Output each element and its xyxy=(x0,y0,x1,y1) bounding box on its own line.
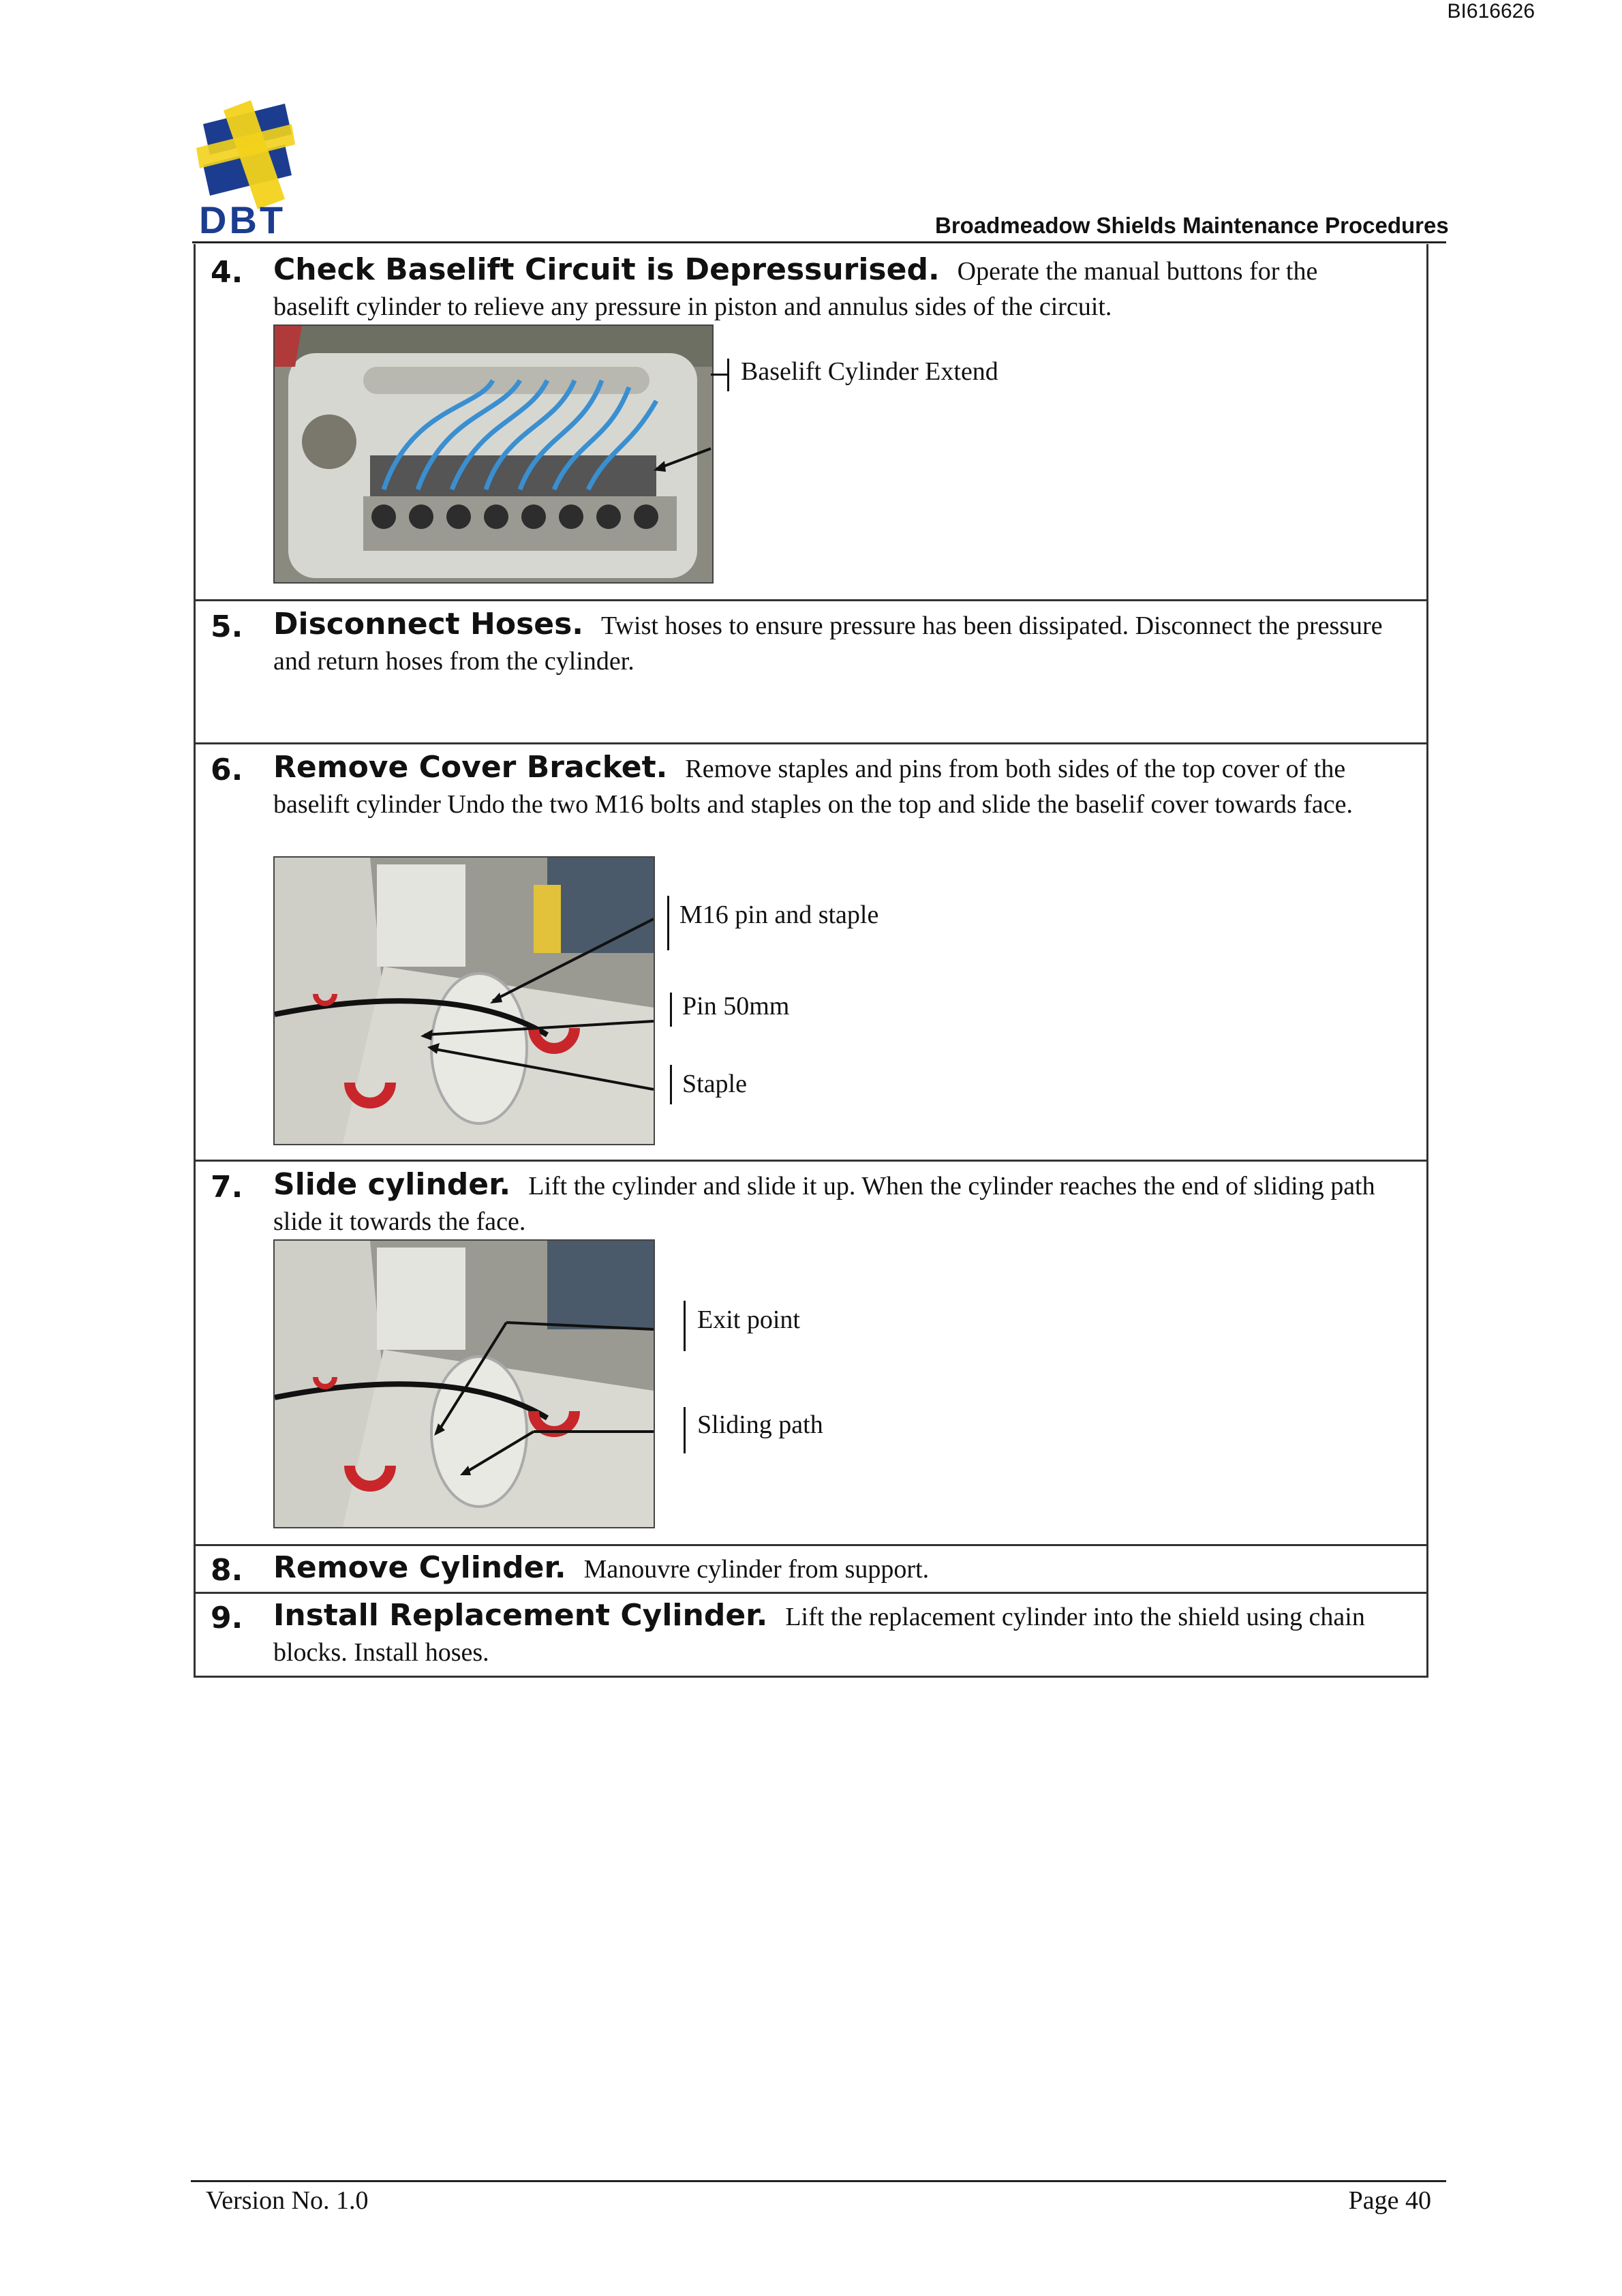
valve-bank-photo xyxy=(273,324,714,584)
callout-leader xyxy=(711,374,729,376)
step-heading: Disconnect Hoses. xyxy=(273,607,584,641)
step-row xyxy=(196,244,1426,601)
callout-label: Sliding path xyxy=(697,1410,823,1439)
header-title: Broadmeadow Shields Maintenance Procedures xyxy=(935,213,1449,238)
step-heading: Slide cylinder. xyxy=(273,1167,511,1202)
callout-label: Exit point xyxy=(697,1305,800,1334)
step-number: 7. xyxy=(211,1170,243,1205)
step-heading: Remove Cover Bracket. xyxy=(273,750,668,785)
footer-page-number: Page 40 xyxy=(1348,2186,1431,2215)
callout-label: Baselift Cylinder Extend xyxy=(741,357,998,386)
step-number: 6. xyxy=(211,753,243,787)
step-text xyxy=(273,750,1399,822)
document-id: BI616626 xyxy=(1447,0,1535,22)
step-row xyxy=(196,1546,1426,1594)
callout-label: M16 pin and staple xyxy=(679,901,879,929)
callout-label: Staple xyxy=(682,1070,747,1098)
step-row xyxy=(196,601,1426,744)
step-row xyxy=(196,1594,1426,1676)
step-body: Twist hoses to ensure pressure has been dissipated. Disconnect the pressure and return hoses from the cylinder. xyxy=(273,611,1383,676)
step-text xyxy=(273,1550,1399,1587)
callout-bracket xyxy=(670,1065,672,1104)
procedure-table xyxy=(194,244,1428,1678)
step-heading: Check Baselift Circuit is Depressurised. xyxy=(273,252,940,287)
step-body: Lift the cylinder and slide it up. When the cylinder reaches the end of sliding path slide it towards the face. xyxy=(273,1172,1375,1236)
step-body: Operate the manual buttons for the baselift cylinder to relieve any pressure in piston and annulus sides of the circuit. xyxy=(273,257,1318,321)
header-rule xyxy=(192,241,1446,243)
step-text xyxy=(273,252,1399,324)
step-heading: Install Replacement Cylinder. xyxy=(273,1598,768,1633)
logo-text: DBT xyxy=(199,198,286,241)
step-body: Lift the replacement cylinder into the shield using chain blocks. Install hoses. xyxy=(273,1603,1365,1667)
callout-label: Pin 50mm xyxy=(682,992,790,1021)
step-number: 9. xyxy=(211,1601,243,1635)
callout-bracket xyxy=(684,1301,686,1351)
step-text xyxy=(273,1167,1399,1239)
slide-cylinder-photo xyxy=(273,1239,655,1528)
callout-bracket xyxy=(670,993,672,1027)
step-row xyxy=(196,744,1426,1162)
cover-bracket-photo xyxy=(273,856,655,1145)
footer-rule xyxy=(191,2180,1446,2182)
step-number: 5. xyxy=(211,609,243,644)
step-row xyxy=(196,1162,1426,1546)
step-body: Manouvre cylinder from support. xyxy=(583,1555,930,1584)
callout-bracket xyxy=(684,1407,686,1453)
step-text xyxy=(273,607,1399,679)
step-text xyxy=(273,1598,1399,1670)
callout-bracket xyxy=(667,896,669,950)
step-number: 8. xyxy=(211,1553,243,1588)
step-body: Remove staples and pins from both sides of the top cover of the baselift cylinder Undo the two M16 bolts and staples on the top and slide the baselif cover towards face. xyxy=(273,755,1353,819)
step-heading: Remove Cylinder. xyxy=(273,1550,566,1585)
footer-version: Version No. 1.0 xyxy=(206,2186,369,2215)
step-number: 4. xyxy=(211,255,243,290)
